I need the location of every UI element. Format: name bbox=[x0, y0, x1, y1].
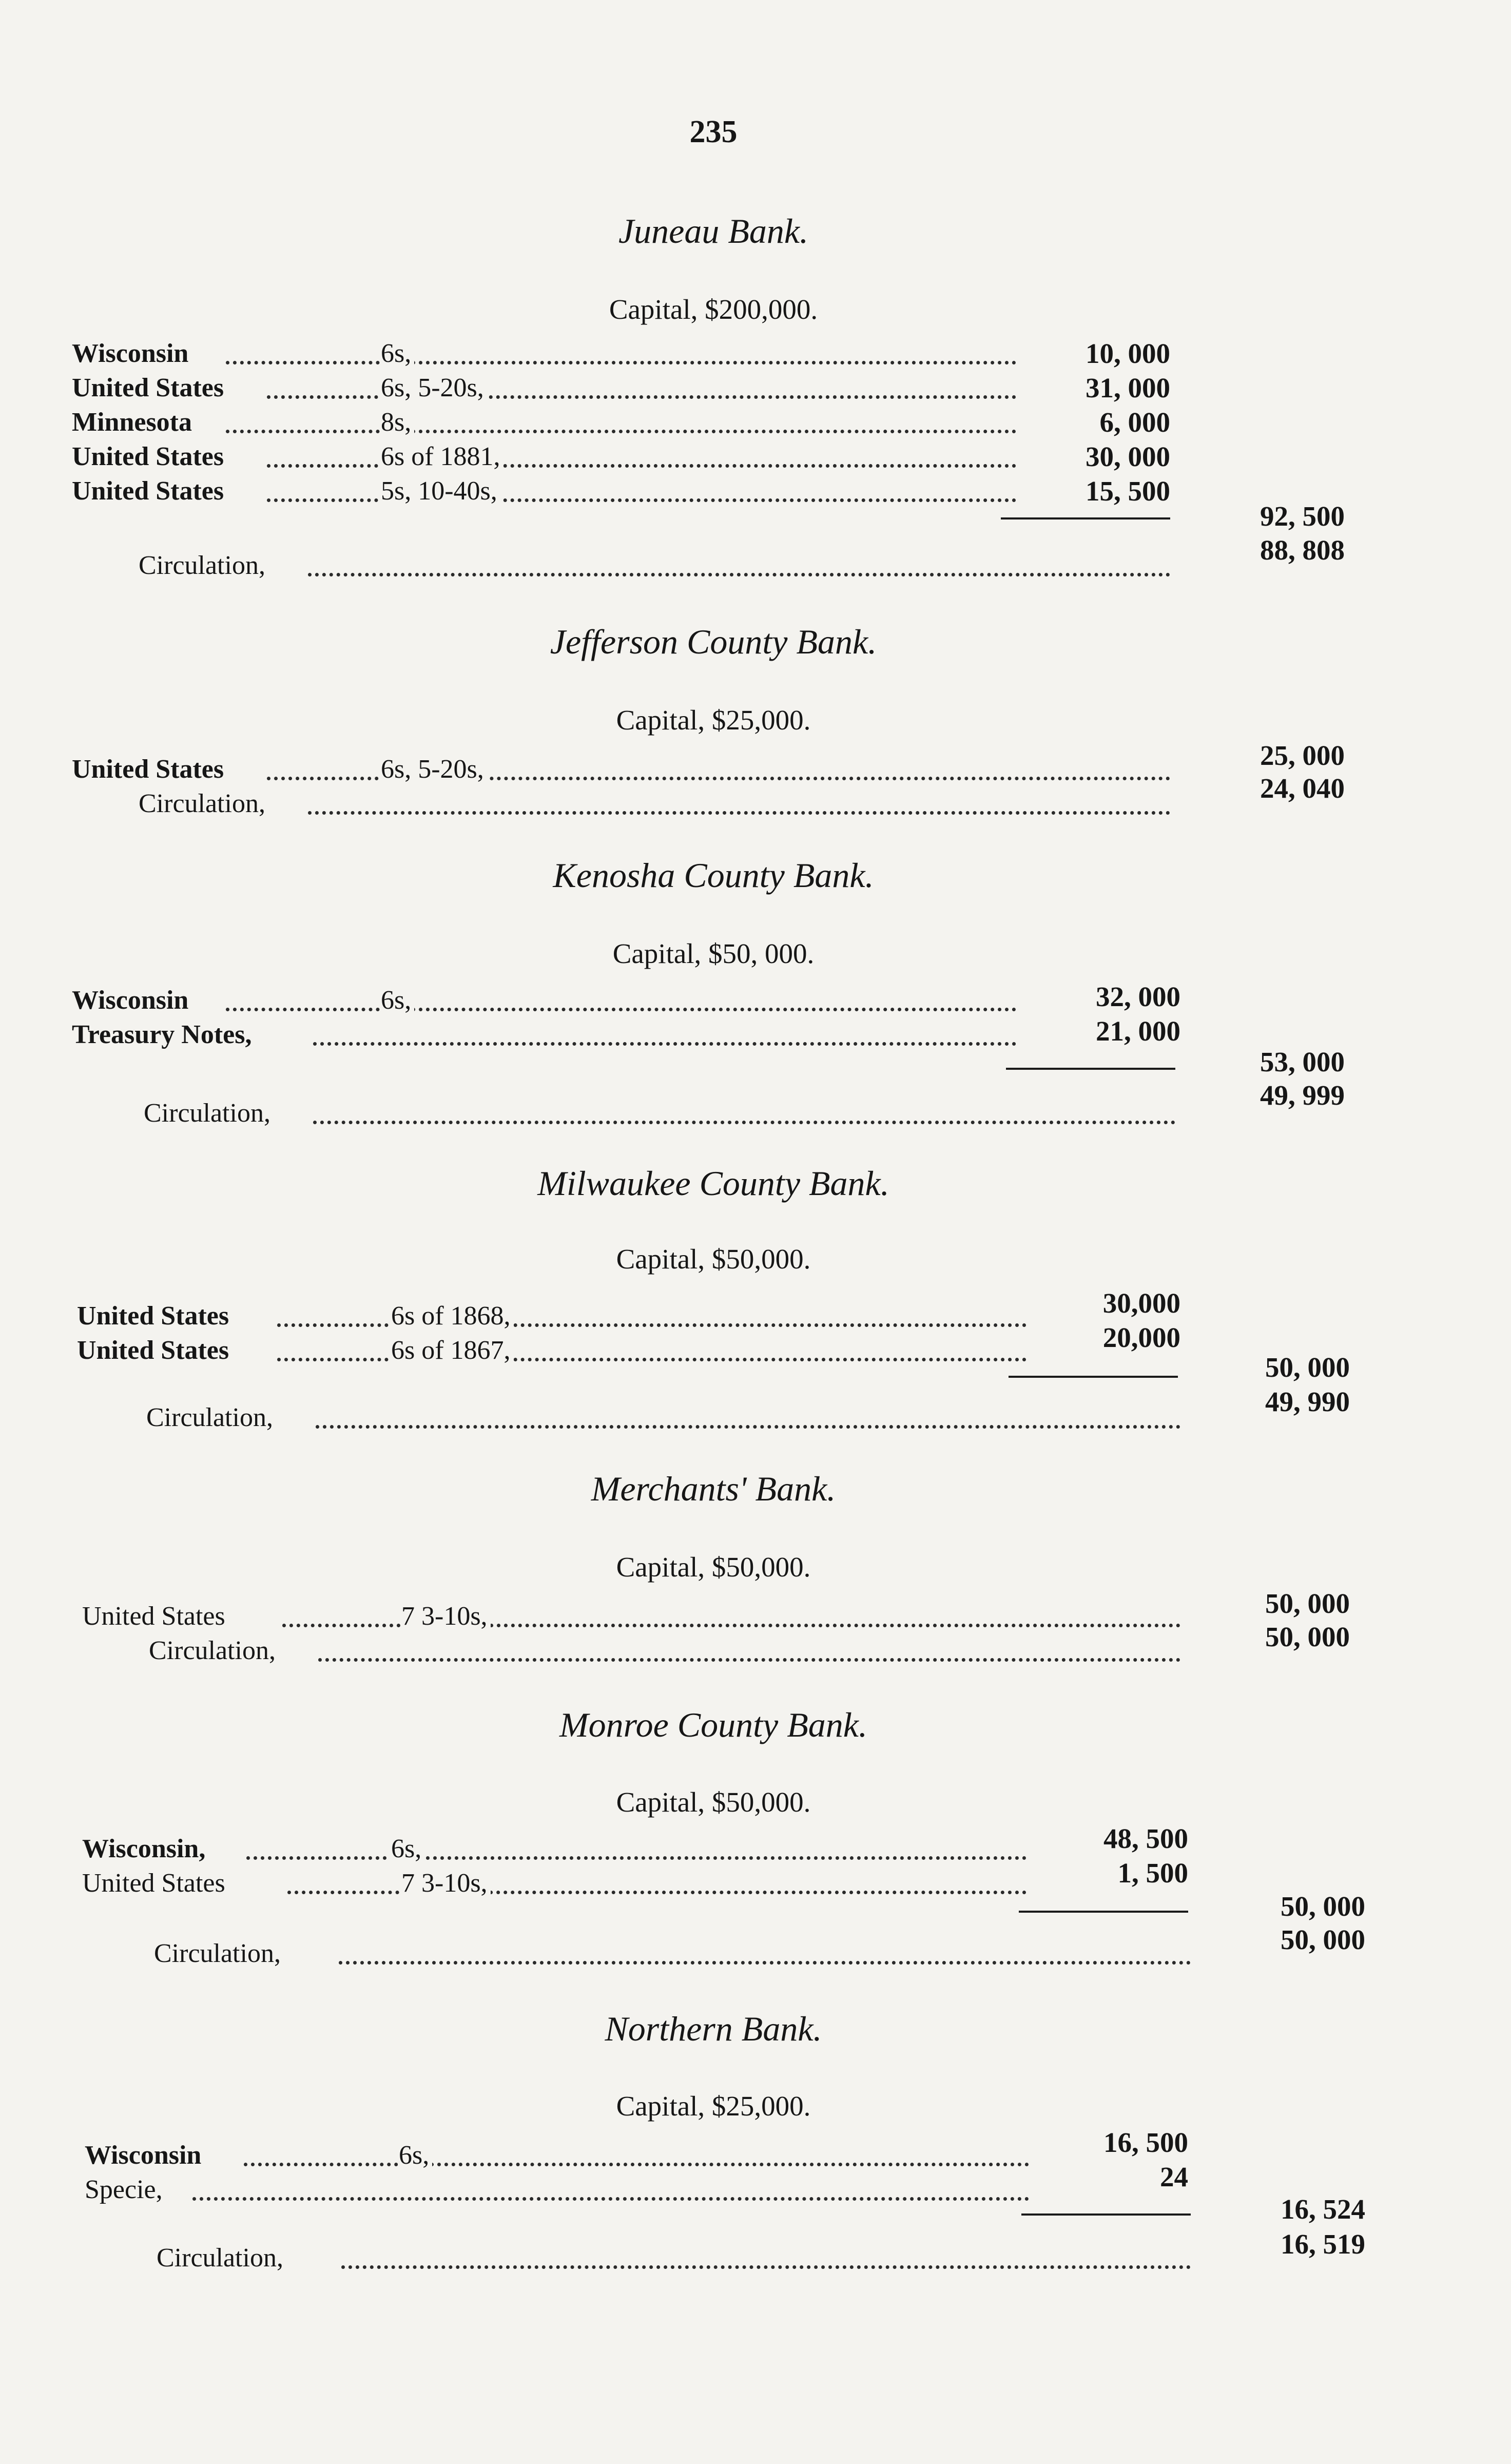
bank-title-merchants: Merchants' Bank. bbox=[591, 1469, 836, 1508]
circulation-amount: 49, 999 bbox=[1260, 1080, 1345, 1111]
security-amount: 20,000 bbox=[1102, 1322, 1180, 1353]
security-desc: 8s, bbox=[380, 405, 414, 440]
security-name: United States bbox=[82, 1599, 227, 1634]
dot-leader bbox=[244, 2163, 1029, 2166]
security-amount: 24 bbox=[1160, 2161, 1188, 2192]
dot-leader bbox=[308, 573, 1170, 576]
circulation-amount: 16, 519 bbox=[1281, 2228, 1365, 2260]
security-row bbox=[85, 2138, 1029, 2173]
security-desc: 7 3-10s, bbox=[400, 1599, 491, 1634]
security-desc: 6s of 1867, bbox=[390, 1333, 514, 1368]
security-row bbox=[72, 752, 1170, 787]
security-row bbox=[72, 1017, 1016, 1052]
security-row bbox=[82, 1866, 1026, 1901]
dot-leader bbox=[267, 395, 1016, 399]
security-amount: 48, 500 bbox=[1103, 1823, 1188, 1854]
circulation-label: Circulation, bbox=[139, 786, 267, 821]
security-desc: 6s, 5-20s, bbox=[380, 371, 487, 406]
bank-title-kenosha-county: Kenosha County Bank. bbox=[553, 856, 874, 895]
circulation-amount: 50, 000 bbox=[1281, 1924, 1365, 1955]
bank-total: 50, 000 bbox=[1265, 1352, 1350, 1383]
security-desc: 7 3-10s, bbox=[400, 1866, 491, 1901]
circulation-amount: 88, 808 bbox=[1260, 534, 1345, 566]
security-name: Wisconsin bbox=[85, 2138, 203, 2173]
security-row bbox=[72, 405, 1016, 440]
security-name: United States bbox=[82, 1866, 227, 1901]
dot-leader bbox=[226, 361, 1016, 364]
capital-juneau: Capital, $200,000. bbox=[609, 294, 818, 325]
bank-title-juneau: Juneau Bank. bbox=[618, 211, 809, 251]
capital-milwaukee-county: Capital, $50,000. bbox=[616, 1243, 811, 1275]
security-desc: 6s, bbox=[390, 1832, 424, 1866]
security-amount: 32, 000 bbox=[1096, 981, 1180, 1012]
circulation-row bbox=[146, 1400, 1180, 1435]
circulation-row bbox=[144, 1096, 1175, 1131]
dot-leader bbox=[267, 464, 1016, 468]
security-desc: 6s, 5-20s, bbox=[380, 752, 487, 787]
dot-leader bbox=[313, 1121, 1175, 1124]
circulation-row bbox=[139, 548, 1170, 583]
security-desc: 6s of 1868, bbox=[390, 1299, 514, 1334]
security-row bbox=[72, 371, 1016, 406]
security-row bbox=[82, 1832, 1026, 1866]
circulation-row bbox=[154, 1936, 1191, 1971]
security-row bbox=[72, 474, 1016, 509]
security-amount: 6, 000 bbox=[1099, 407, 1170, 438]
security-name: Specie, bbox=[85, 2172, 165, 2207]
security-desc: 6s, bbox=[380, 983, 414, 1018]
circulation-label: Circulation, bbox=[149, 1633, 278, 1668]
subtotal-rule bbox=[1009, 1376, 1178, 1378]
bank-total: 50, 000 bbox=[1281, 1891, 1365, 1922]
dot-leader bbox=[226, 1008, 1016, 1011]
security-row bbox=[85, 2172, 1029, 2207]
bank-title-jefferson-county: Jefferson County Bank. bbox=[550, 622, 877, 661]
dot-leader bbox=[246, 1856, 1026, 1860]
security-name: United States bbox=[72, 439, 226, 474]
security-amount: 30,000 bbox=[1102, 1287, 1180, 1319]
bank-total: 16, 524 bbox=[1281, 2193, 1365, 2225]
capital-jefferson-county: Capital, $25,000. bbox=[616, 704, 811, 736]
security-amount: 10, 000 bbox=[1086, 338, 1170, 369]
security-name: United States bbox=[77, 1299, 231, 1334]
dot-leader bbox=[313, 1042, 1016, 1046]
bank-title-monroe-county: Monroe County Bank. bbox=[559, 1705, 867, 1744]
security-amount: 30, 000 bbox=[1086, 441, 1170, 472]
circulation-label: Circulation, bbox=[157, 2241, 285, 2276]
security-name: United States bbox=[77, 1333, 231, 1368]
security-desc: 6s of 1881, bbox=[380, 439, 503, 474]
circulation-label: Circulation, bbox=[146, 1400, 275, 1435]
security-desc: 6s, bbox=[398, 2138, 432, 2173]
security-name: Wisconsin, bbox=[82, 1832, 207, 1866]
security-row bbox=[72, 983, 1016, 1018]
security-amount: 1, 500 bbox=[1117, 1857, 1188, 1889]
capital-kenosha-county: Capital, $50, 000. bbox=[612, 938, 815, 969]
bank-title-milwaukee-county: Milwaukee County Bank. bbox=[537, 1164, 889, 1203]
subtotal-rule bbox=[1006, 1068, 1175, 1070]
subtotal-rule bbox=[1021, 2213, 1191, 2216]
security-name: Wisconsin bbox=[72, 336, 190, 371]
circulation-label: Circulation, bbox=[154, 1936, 283, 1971]
dot-leader bbox=[277, 1358, 1026, 1361]
dot-leader bbox=[316, 1425, 1180, 1429]
subtotal-rule bbox=[1019, 1911, 1188, 1913]
security-amount: 21, 000 bbox=[1096, 1015, 1180, 1047]
security-amount: 31, 000 bbox=[1086, 372, 1170, 403]
security-name: United States bbox=[72, 474, 226, 509]
security-name: Wisconsin bbox=[72, 983, 190, 1018]
security-amount: 16, 500 bbox=[1103, 2127, 1188, 2158]
circulation-amount: 49, 990 bbox=[1265, 1386, 1350, 1417]
capital-northern: Capital, $25,000. bbox=[616, 2090, 811, 2122]
circulation-row bbox=[139, 786, 1170, 821]
dot-leader bbox=[226, 430, 1016, 433]
dot-leader bbox=[277, 1323, 1026, 1327]
security-row bbox=[77, 1333, 1026, 1368]
security-name: Minnesota bbox=[72, 405, 194, 440]
security-row bbox=[77, 1299, 1026, 1334]
dot-leader bbox=[339, 1961, 1191, 1965]
security-row bbox=[72, 336, 1016, 371]
security-row bbox=[72, 439, 1016, 474]
page-number: 235 bbox=[689, 114, 738, 149]
dot-leader bbox=[318, 1658, 1180, 1662]
security-desc: 5s, 10-40s, bbox=[380, 474, 500, 509]
dot-leader bbox=[308, 811, 1170, 815]
subtotal-rule bbox=[1001, 517, 1170, 519]
circulation-amount: 50, 000 bbox=[1265, 1621, 1350, 1652]
bank-title-northern: Northern Bank. bbox=[605, 2009, 822, 2048]
circulation-row bbox=[149, 1633, 1180, 1668]
security-amount: 25, 000 bbox=[1260, 740, 1345, 771]
capital-monroe-county: Capital, $50,000. bbox=[616, 1786, 811, 1818]
dot-leader bbox=[341, 2265, 1191, 2269]
security-name: United States bbox=[72, 371, 226, 406]
security-name: Treasury Notes, bbox=[72, 1017, 254, 1052]
security-row bbox=[82, 1599, 1180, 1634]
circulation-label: Circulation, bbox=[139, 548, 267, 583]
bank-total: 53, 000 bbox=[1260, 1046, 1345, 1077]
dot-leader bbox=[267, 498, 1016, 502]
security-amount: 15, 500 bbox=[1086, 475, 1170, 507]
capital-merchants: Capital, $50,000. bbox=[616, 1551, 811, 1583]
security-amount: 50, 000 bbox=[1265, 1588, 1350, 1619]
bank-total: 92, 500 bbox=[1260, 500, 1345, 532]
circulation-amount: 24, 040 bbox=[1260, 773, 1345, 804]
security-name: United States bbox=[72, 752, 226, 787]
circulation-label: Circulation, bbox=[144, 1096, 273, 1131]
circulation-row bbox=[157, 2241, 1191, 2276]
security-desc: 6s, bbox=[380, 336, 414, 371]
dot-leader bbox=[192, 2197, 1029, 2201]
dot-leader bbox=[287, 1891, 1026, 1894]
